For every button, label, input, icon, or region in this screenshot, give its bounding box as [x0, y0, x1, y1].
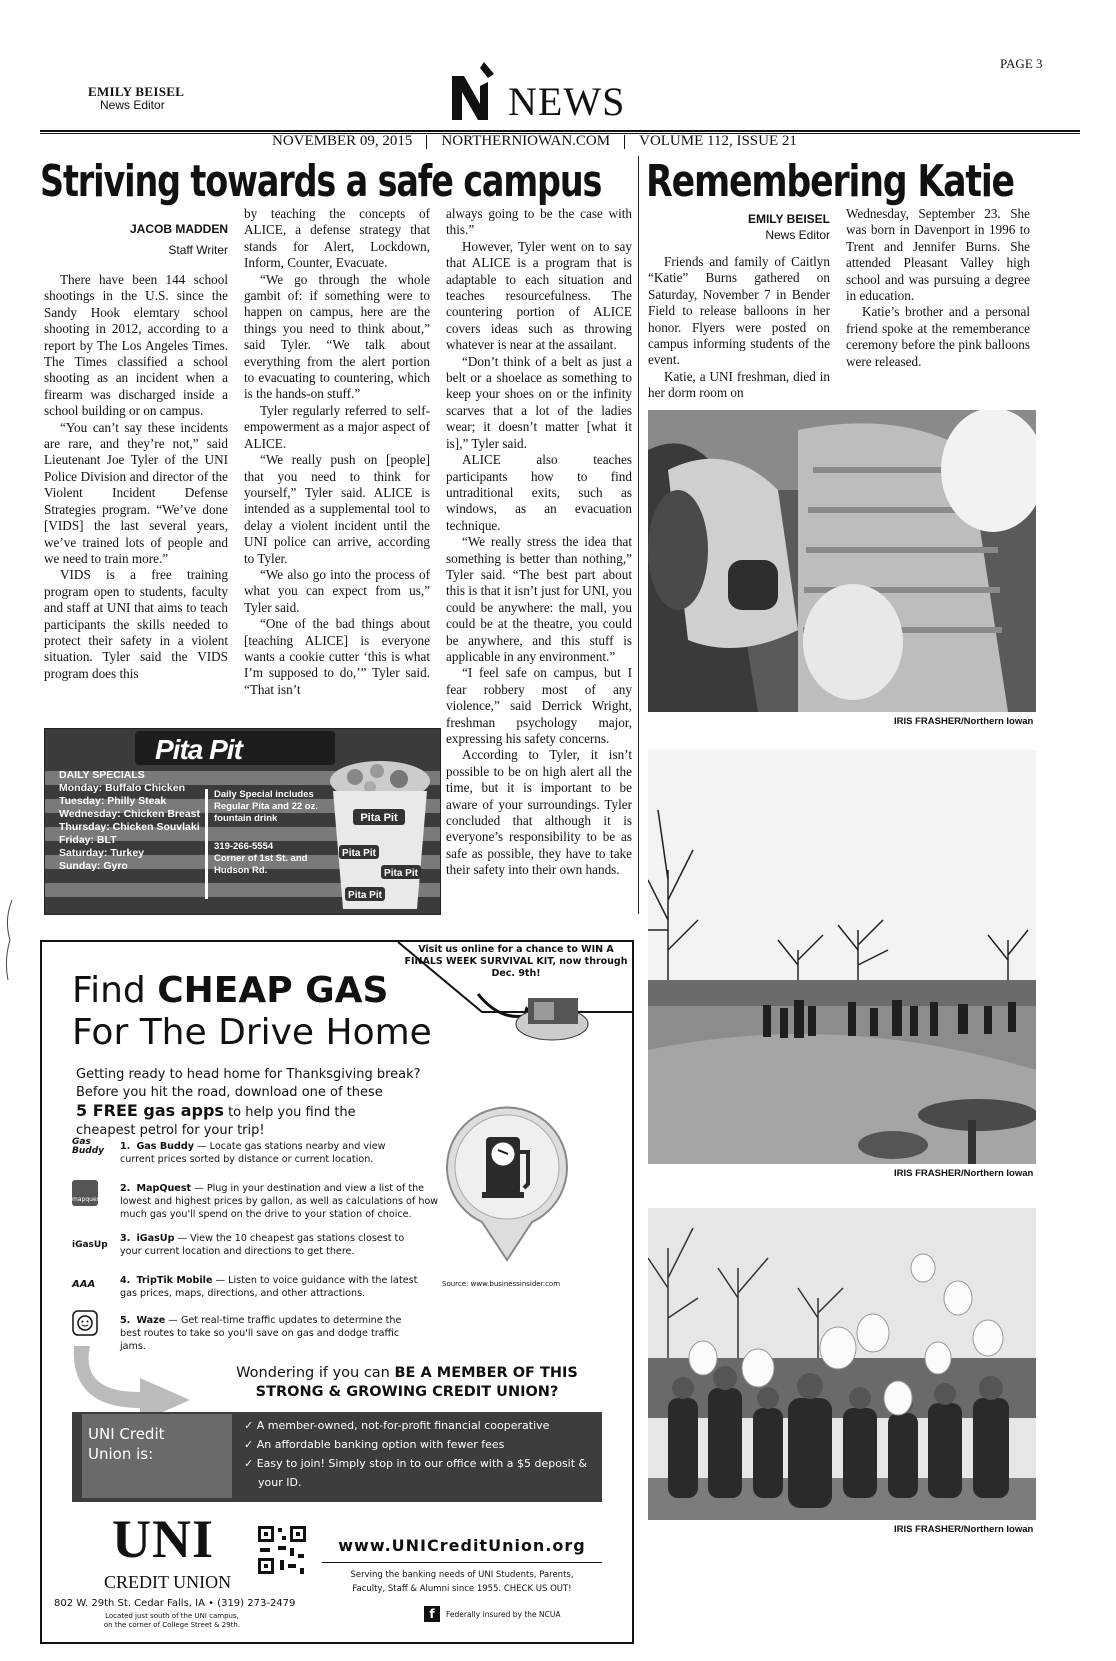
title-find: Find [72, 970, 158, 1011]
credit-union-gas-advertisement[interactable] [40, 940, 634, 1644]
paragraph: by teaching the concepts of ALICE, a defense strategy that stands for Alert, Lockdown, Inform, Counter, Evacuate. [244, 206, 430, 271]
dateline [272, 133, 797, 150]
pita-pit-advertisement[interactable] [44, 728, 441, 915]
ad-source: Source: www.businessinsider.com [442, 1280, 561, 1288]
specials-title: DAILY SPECIALS [59, 769, 145, 781]
page-number: PAGE 3 [1000, 56, 1043, 71]
story1-column-2 [244, 206, 430, 698]
paragraph: Tyler regularly referred to self-empowerment as a major aspect of ALICE. [244, 402, 430, 451]
cup-label: Pita Pit [348, 890, 382, 901]
special-item: Friday: BLT [59, 834, 117, 846]
serving-line: Faculty, Staff & Alumni since 1955. CHECK US OUT! [352, 1584, 572, 1594]
app-desc: — Get real-time traffic updates to determine the best routes to take so you'll save on gas and dodge traffic jams. [120, 1315, 402, 1352]
paragraph: Friends and family of Caitlyn “Katie” Burns gathered on Saturday, November 7 in Bender Field to release balloons in her honor. Flyers were posted on campus informing students of the event. [648, 254, 830, 368]
story1-column-3 [446, 206, 632, 879]
byline-role: News Editor [765, 228, 830, 242]
app-number: 2. [120, 1183, 131, 1194]
serving-line: Serving the banking needs of UNI Students, Parents, [350, 1570, 574, 1580]
paragraph: “We go through the whole gambit of: if something were to happen on campus, here are the things you need to think about,” said Tyler. “We talk about everything from the alert portion to evacuating to countering, which is the hands-on stuff.” [244, 271, 430, 402]
store-address: Corner of 1st St. and Hudson Rd. [214, 853, 308, 876]
ad-title-line-2: For The Drive Home [72, 1012, 432, 1053]
app-desc: — Listen to voice guidance with the latest gas prices, maps, directions, and other attractions. [120, 1275, 418, 1299]
serving-statement [322, 1568, 602, 1596]
story2-column-1 [648, 254, 830, 402]
ad-intro [76, 1066, 421, 1140]
survival-kit-basket-icon [472, 984, 592, 1048]
intro-line: to help you find the [223, 1105, 356, 1120]
contest-promo[interactable]: Visit us online for a chance to WIN A FINALS WEEK SURVIVAL KIT, now through Dec. 9th! [404, 944, 628, 979]
cup-label: Pita Pit [342, 848, 376, 859]
app-desc: — View the 10 cheapest gas stations closest to your current location and directions to get there. [120, 1233, 405, 1257]
app-number: 4. [120, 1275, 131, 1286]
app-desc: — Locate gas stations nearby and view current prices sorted by distance or current location. [120, 1141, 386, 1165]
credit-union-wordmark: CREDIT UNION [104, 1572, 232, 1592]
uni-logo: UNI [112, 1509, 215, 1569]
paragraph: There have been 144 school shootings in the U.S. since the Sandy Hook elemtary school shooting in 2012, according to a report by The Los Angeles Times. The Times classified a school shooting as an incident when a firearm was discharged inside a school building or on campus. [44, 272, 228, 419]
paragraph: “I feel safe on campus, but I fear robbery most of any violence,” said Derrick Wright, freshman psychology major, expressing his safety concerns. [446, 665, 632, 746]
app-name: Waze [136, 1315, 166, 1326]
question-text: Wondering if you can [236, 1365, 395, 1381]
app-number: 3. [120, 1233, 131, 1244]
app-name: iGasUp [136, 1233, 175, 1244]
app-desc: — Plug in your destination and view a list of the lowest and highest prices by gallon, as well as calculations of how much gas you'll spend on the drive to your station of choice. [120, 1183, 439, 1220]
paragraph: ALICE also teaches participants how to find untraditional exits, such as windows, as an evacuation technique. [446, 452, 632, 533]
special-item: Monday: Buffalo Chicken [59, 782, 186, 794]
benefits-list: ✓ A member-owned, not-for-profit financial cooperative ✓ An affordable banking option with fewer fees ✓ Easy to join! Simply stop in to our office with a $5 deposit & your ID. [244, 1419, 588, 1489]
app-number: 5. [120, 1315, 131, 1326]
app-item-triptik [120, 1274, 420, 1300]
app-number: 1. [120, 1141, 131, 1152]
cup-label: Pita Pit [360, 812, 398, 824]
benefit-item: Easy to join! Simply stop in to our office with a $5 deposit & your ID. [256, 1457, 588, 1489]
headline-safe-campus: Striving towards a safe campus [40, 156, 602, 207]
membership-question [192, 1364, 622, 1402]
gas-pump-pin-icon [442, 1092, 572, 1262]
credit-union-website[interactable]: www.UNICreditUnion.org [338, 1536, 586, 1555]
binding-edge-mark [2, 900, 14, 980]
intro-free-apps: 5 FREE gas apps [76, 1101, 224, 1120]
special-item: Tuesday: Philly Steak [59, 795, 167, 807]
ncua-notice: Federally insured by the NCUA [446, 1610, 561, 1619]
paragraph: VIDS is a free training program open to students, faculty and staff at UNI that aims to teach participants the skills needed to protect their safety in a violent situation. Tyler said the VIDS program does this [44, 567, 228, 681]
igasup-icon: iGasUp [72, 1240, 108, 1250]
issue-date: NOVEMBER 09, 2015 [272, 133, 413, 149]
location-line: on the corner of College Street & 29th. [103, 1621, 241, 1629]
location-note [72, 1612, 272, 1630]
benefit-item: An affordable banking option with fewer fees [256, 1438, 505, 1451]
waze-icon [72, 1310, 98, 1336]
photo-balloon-release[interactable] [648, 1208, 1036, 1520]
ad-title-line-1 [72, 970, 388, 1011]
benefit-item: A member-owned, not-for-profit financial cooperative [256, 1419, 550, 1432]
header-rule [40, 130, 1080, 132]
paragraph: “Don’t think of a belt as just a belt or a shoelace as something to keep your shoes on or the infinity scarves that a lot of the ladies wear; it doesn’t matter [what it is],” Tyler said. [446, 353, 632, 451]
phone-number[interactable]: 319-266-5554 [214, 841, 274, 852]
pita-pit-logo: Pita Pit [155, 734, 242, 765]
byline-author: EMILY BEISEL [747, 212, 830, 226]
photo-balloon-closeup[interactable] [648, 410, 1036, 712]
section-editor-name: EMILY BEISEL [88, 84, 185, 99]
paragraph: “We really push on [people] that you need to think for yourself,” Tyler said. ALICE is intended as a supplemental tool to delay a violent incident until the UNI police can arrive, according to Tyler. [244, 452, 430, 566]
photo-credit: IRIS FRASHER/Northern Iowan [894, 1524, 1034, 1535]
footer-divider [322, 1562, 602, 1563]
facebook-icon[interactable]: f [424, 1606, 440, 1622]
website-link[interactable]: NORTHERNIOWAN.COM [441, 133, 611, 149]
paragraph: Katie, a UNI freshman, died in her dorm room on [648, 368, 830, 401]
credit-union-is: UNI Credit Union is: [88, 1425, 165, 1463]
intro-line: Before you hit the road, download one of these [76, 1085, 383, 1100]
mapquest-icon [72, 1180, 103, 1206]
story2-column-2 [846, 206, 1030, 370]
app-item-mapquest [120, 1182, 450, 1221]
app-name: MapQuest [136, 1183, 192, 1194]
photo-credit: IRIS FRASHER/Northern Iowan [894, 1168, 1034, 1179]
question-emphasis: STRONG & GROWING CREDIT UNION? [255, 1384, 559, 1400]
special-description: Daily Special includes Regular Pita and 22 oz. fountain drink [214, 789, 318, 824]
special-item: Thursday: Chicken Souvlaki [59, 821, 200, 833]
app-item-gasbuddy [120, 1140, 420, 1166]
location-line: Located just south of the UNI campus, [105, 1612, 239, 1620]
byline-role: Staff Writer [168, 243, 228, 257]
volume-issue: VOLUME 112, ISSUE 21 [639, 133, 797, 149]
gasbuddy-icon: Gas Buddy [72, 1137, 105, 1156]
qr-code-icon[interactable] [256, 1524, 308, 1576]
special-item: Saturday: Turkey [59, 847, 144, 859]
mapquest-icon-label: mapquest [72, 1196, 103, 1203]
intro-line: cheapest petrol for your trip! [76, 1123, 265, 1138]
paragraph: “We also go into the process of what you can expect from us,” Tyler said. [244, 566, 430, 615]
cup-label: Pita Pit [384, 868, 418, 879]
photo-field-gathering[interactable] [648, 750, 1036, 1164]
question-emphasis: BE A MEMBER OF THIS [394, 1365, 578, 1381]
headline-remembering-katie: Remembering Katie [646, 156, 1014, 207]
byline-author: JACOB MADDEN [129, 222, 228, 236]
special-item: Wednesday: Chicken Breast [59, 808, 201, 820]
story1-column-1 [44, 272, 228, 682]
app-name: TripTik Mobile [136, 1275, 213, 1286]
app-name: Gas Buddy [136, 1141, 194, 1152]
special-info-box [205, 789, 324, 899]
paragraph: “One of the bad things about [teaching ALICE] is everyone wants a cookie cutter ‘this is what I’m supposed to do,’” Tyler said. “That isn’t [244, 616, 430, 697]
northern-iowan-logo-icon [450, 62, 496, 122]
special-item: Sunday: Gyro [59, 860, 128, 872]
intro-line: Getting ready to head home for Thanksgiving break? [76, 1067, 421, 1082]
paragraph: “You can’t say these incidents are rare, and they’re not,” said Lieutenant Joe Tyler of the UNI Police Division and director of the Violent Incident Defense Strategies program. “We’ve done [VIDS] the last several years, we’ve trained lots of people and we need to train more.” [44, 419, 228, 566]
pita-cup-image-icon [325, 759, 435, 909]
paragraph: According to Tyler, it isn’t possible to be on high alert all the time, but it is important to be aware of your surroundings. Tyler concluded that although it is everyone’s responsibility to be as safe as possible, they have to take their safety into their own hands. [446, 747, 632, 878]
column-divider [638, 156, 639, 914]
title-cheap-gas: CHEAP GAS [157, 970, 389, 1011]
credit-union-address: 802 W. 29th St. Cedar Falls, IA • (319) 273-2479 [54, 1598, 296, 1609]
paragraph: “We really stress the idea that something is better than nothing,” Tyler said. “The best part about this is that it isn’t just for UNI, you could be anywhere: the mall, you could be at the theatre, you could be anywhere, and this stuff is applicable in any environment.” [446, 534, 632, 664]
section-editor-role: News Editor [100, 98, 165, 112]
paragraph: always going to be the case with this.” [446, 206, 632, 238]
daily-specials-list [59, 769, 219, 873]
app-item-igasup [120, 1232, 420, 1258]
photo-credit: IRIS FRASHER/Northern Iowan [894, 716, 1034, 727]
aaa-icon: AAA [72, 1279, 96, 1290]
section-name: NEWS [508, 79, 626, 124]
paragraph: However, Tyler went on to say that ALICE is a program that is adaptable to each situation and teaches resourcefulness. The countering portion of ALICE covers ideas such as throwing whatever is near at the assailant. [446, 238, 632, 353]
paragraph: Katie’s brother and a personal friend spoke at the rememberance ceremony before the pink balloons were released. [846, 304, 1030, 369]
paragraph: Wednesday, September 23. She was born in Davenport in 1996 to Trent and Jennifer Burns. She attended Pleasant Valley high school and was pursuing a degree in education. [846, 206, 1030, 304]
